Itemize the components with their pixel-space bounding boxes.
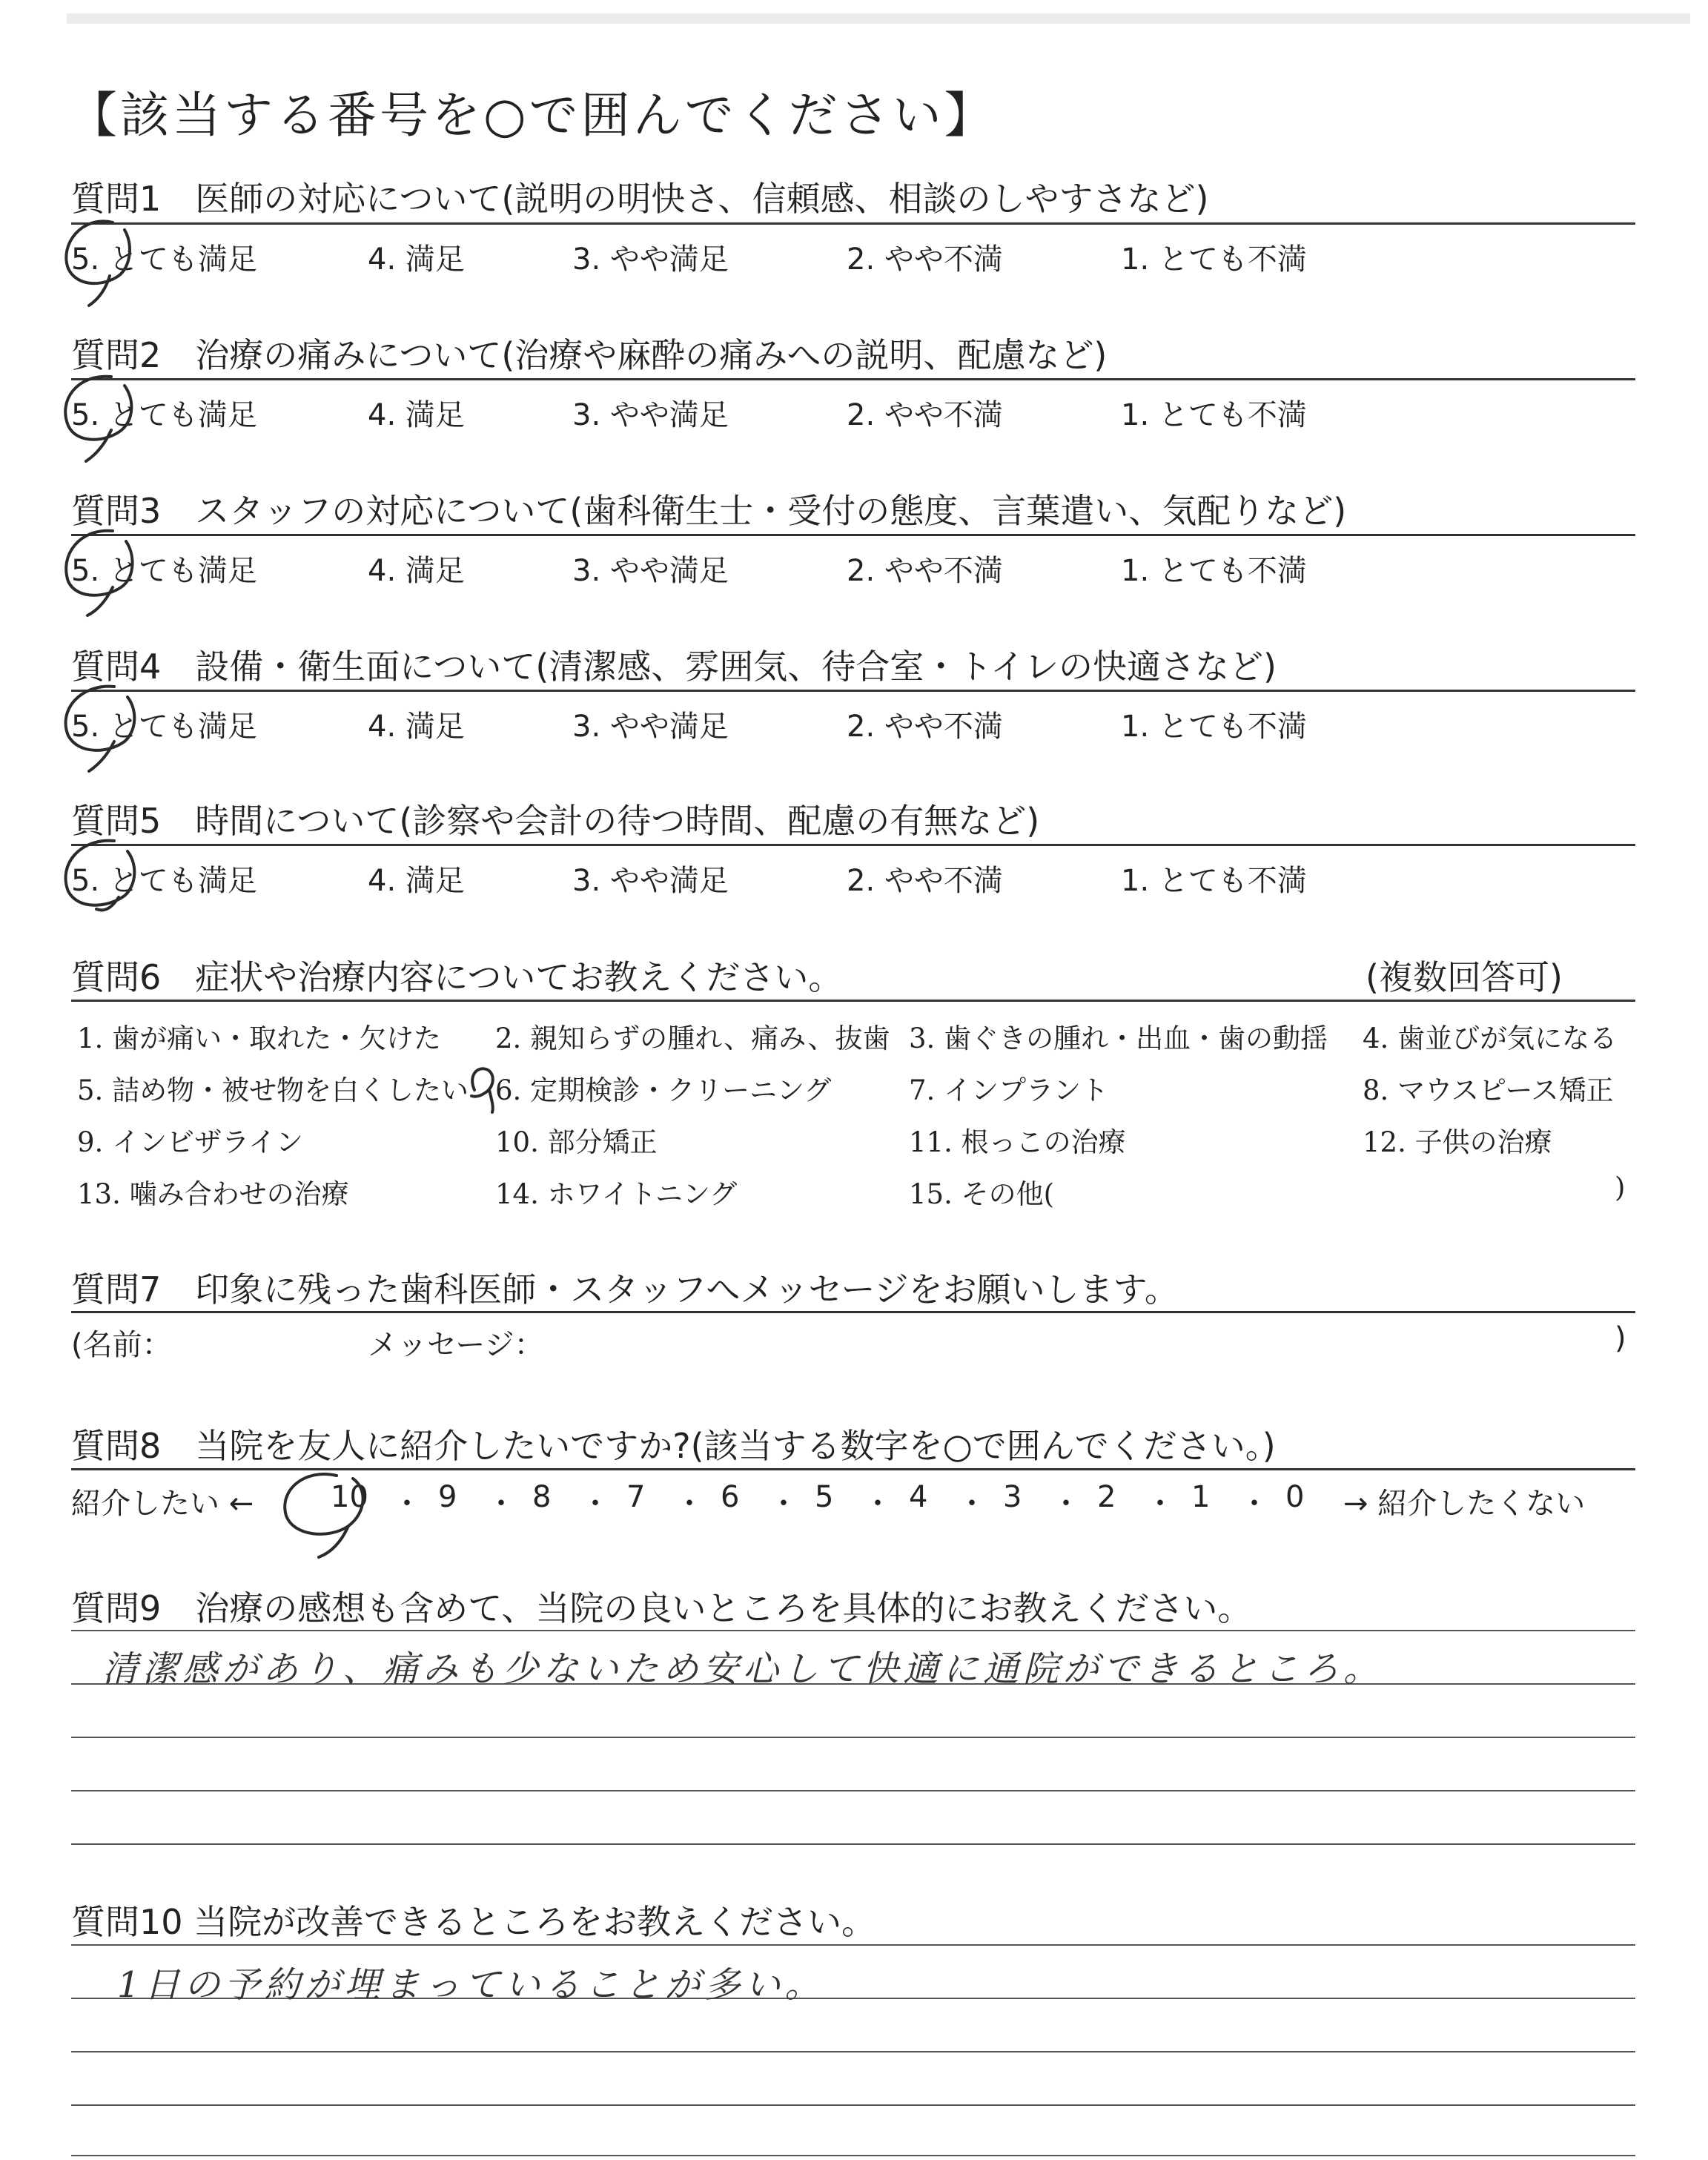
q6-item[interactable]: 2. 親知らずの腫れ、痛み、抜歯	[495, 1023, 890, 1054]
option-4[interactable]: 4. 満足	[368, 864, 465, 898]
answer-line	[71, 1944, 1635, 1946]
scan-edge	[67, 13, 1690, 24]
name-label: (名前：	[71, 1328, 172, 1362]
dot: ・	[486, 1487, 516, 1521]
recommend-label: 紹介したい ←	[71, 1487, 254, 1521]
q6-item[interactable]: 4. 歯並びが気になる	[1363, 1023, 1618, 1054]
question-9: 質問9 治療の感想も含めて、当院の良いところを具体的にお教えください。	[71, 1588, 1252, 1628]
q6-item[interactable]: 12. 子供の治療	[1363, 1126, 1552, 1158]
answer-line	[71, 2104, 1635, 2106]
not-recommend-label: → 紹介したくない	[1343, 1487, 1586, 1521]
answer-line	[71, 2051, 1635, 2052]
option-5[interactable]: 5. とても満足	[71, 242, 257, 277]
message-close: )	[1615, 1321, 1626, 1355]
option-5[interactable]: 5. とても満足	[71, 398, 257, 432]
q6-item[interactable]: 9. インビザライン	[77, 1126, 303, 1158]
form-header: 【該当する番号を○で囲んでください】	[68, 87, 996, 144]
dot: ・	[957, 1487, 987, 1521]
option-2[interactable]: 2. やや不満	[847, 242, 1003, 277]
q6-item[interactable]: 5. 詰め物・被せ物を白くしたい	[77, 1074, 469, 1106]
answer-line	[71, 1790, 1635, 1791]
divider	[71, 690, 1635, 692]
option-4[interactable]: 4. 満足	[368, 242, 465, 277]
q6-item[interactable]: 7. インプラント	[909, 1074, 1109, 1106]
score-7[interactable]: 7	[626, 1480, 646, 1514]
score-8[interactable]: 8	[532, 1480, 552, 1514]
q6-item[interactable]: 3. 歯ぐきの腫れ・出血・歯の動揺	[909, 1023, 1328, 1054]
score-9[interactable]: 9	[438, 1480, 457, 1514]
q6-item[interactable]: 11. 根っこの治療	[909, 1126, 1126, 1158]
dot: ・	[1051, 1487, 1081, 1521]
option-5[interactable]: 5. とても満足	[71, 554, 257, 588]
question-8: 質問8 当院を友人に紹介したいですか?(該当する数字を○で囲んでください。)	[71, 1426, 1276, 1466]
dot: ・	[392, 1487, 422, 1521]
q6-item[interactable]: 8. マウスピース矯正	[1363, 1074, 1614, 1106]
divider	[71, 222, 1635, 225]
question-5: 質問5 時間について(診察や会計の待つ時間、配慮の有無など)	[71, 801, 1040, 841]
answer-line	[71, 1737, 1635, 1738]
question-4: 質問4 設備・衛生面について(清潔感、雰囲気、待合室・トイレの快適さなど)	[71, 647, 1277, 687]
q6-item-close: )	[1615, 1172, 1626, 1203]
score-1[interactable]: 1	[1191, 1480, 1211, 1514]
divider	[71, 1311, 1635, 1313]
answer-line	[71, 2155, 1635, 2156]
question-6: 質問6 症状や治療内容についてお教えください。	[71, 957, 843, 997]
score-0[interactable]: 0	[1285, 1480, 1305, 1514]
question-7: 質問7 印象に残った歯科医師・スタッフへメッセージをお願いします。	[71, 1269, 1179, 1309]
option-1[interactable]: 1. とても不満	[1121, 242, 1307, 277]
answer-line	[71, 1843, 1635, 1845]
divider	[71, 844, 1635, 846]
score-4[interactable]: 4	[909, 1480, 928, 1514]
multiple-answer-note: (複数回答可)	[1366, 957, 1563, 997]
option-1[interactable]: 1. とても不満	[1121, 864, 1307, 898]
option-3[interactable]: 3. やや満足	[572, 242, 729, 277]
option-5[interactable]: 5. とても満足	[71, 710, 257, 744]
q6-item[interactable]: 10. 部分矯正	[495, 1126, 658, 1158]
option-4[interactable]: 4. 満足	[368, 398, 465, 432]
option-2[interactable]: 2. やや不満	[847, 398, 1003, 432]
option-3[interactable]: 3. やや満足	[572, 554, 729, 588]
question-2: 質問2 治療の痛みについて(治療や麻酔の痛みへの説明、配慮など)	[71, 335, 1108, 375]
q9-handwritten-answer[interactable]: 清潔感があり、痛みも少ないため安心して快適に通院ができるところ。	[102, 1648, 1384, 1690]
score-2[interactable]: 2	[1097, 1480, 1116, 1514]
divider	[71, 378, 1635, 380]
dot: ・	[675, 1487, 704, 1521]
option-2[interactable]: 2. やや不満	[847, 710, 1003, 744]
score-3[interactable]: 3	[1003, 1480, 1022, 1514]
dot: ・	[1239, 1487, 1269, 1521]
q6-item6-check	[471, 1069, 493, 1112]
option-3[interactable]: 3. やや満足	[572, 864, 729, 898]
q6-item[interactable]: 14. ホワイトニング	[495, 1178, 738, 1210]
score-10[interactable]: 10	[331, 1480, 368, 1514]
option-1[interactable]: 1. とても不満	[1121, 398, 1307, 432]
dot: ・	[769, 1487, 798, 1521]
question-10: 質問10 当院が改善できるところをお教えください。	[71, 1902, 876, 1942]
option-5[interactable]: 5. とても満足	[71, 864, 257, 898]
option-1[interactable]: 1. とても不満	[1121, 554, 1307, 588]
divider	[71, 1468, 1635, 1470]
q6-item[interactable]: 15. その他(	[909, 1178, 1055, 1210]
score-5[interactable]: 5	[815, 1480, 834, 1514]
option-1[interactable]: 1. とても不満	[1121, 710, 1307, 744]
divider	[71, 1000, 1635, 1002]
question-3: 質問3 スタッフの対応について(歯科衛生士・受付の態度、言葉遣い、気配りなど)	[71, 491, 1347, 531]
question-1: 質問1 医師の対応について(説明の明快さ、信頼感、相談のしやすさなど)	[71, 179, 1209, 219]
message-label: メッセージ：	[368, 1328, 544, 1362]
dot: ・	[1145, 1487, 1175, 1521]
q10-handwritten-answer[interactable]: 1日の予約が埋まっていることが多い。	[117, 1964, 825, 2006]
score-6[interactable]: 6	[721, 1480, 740, 1514]
q6-item[interactable]: 13. 噛み合わせの治療	[77, 1178, 349, 1210]
q6-item[interactable]: 6. 定期検診・クリーニング	[495, 1074, 832, 1106]
dot: ・	[580, 1487, 610, 1521]
answer-line	[71, 1630, 1635, 1631]
option-2[interactable]: 2. やや不満	[847, 554, 1003, 588]
option-4[interactable]: 4. 満足	[368, 554, 465, 588]
option-2[interactable]: 2. やや不満	[847, 864, 1003, 898]
q6-item[interactable]: 1. 歯が痛い・取れた・欠けた	[77, 1023, 442, 1054]
option-3[interactable]: 3. やや満足	[572, 398, 729, 432]
dot: ・	[863, 1487, 893, 1521]
option-3[interactable]: 3. やや満足	[572, 710, 729, 744]
option-4[interactable]: 4. 満足	[368, 710, 465, 744]
divider	[71, 534, 1635, 536]
